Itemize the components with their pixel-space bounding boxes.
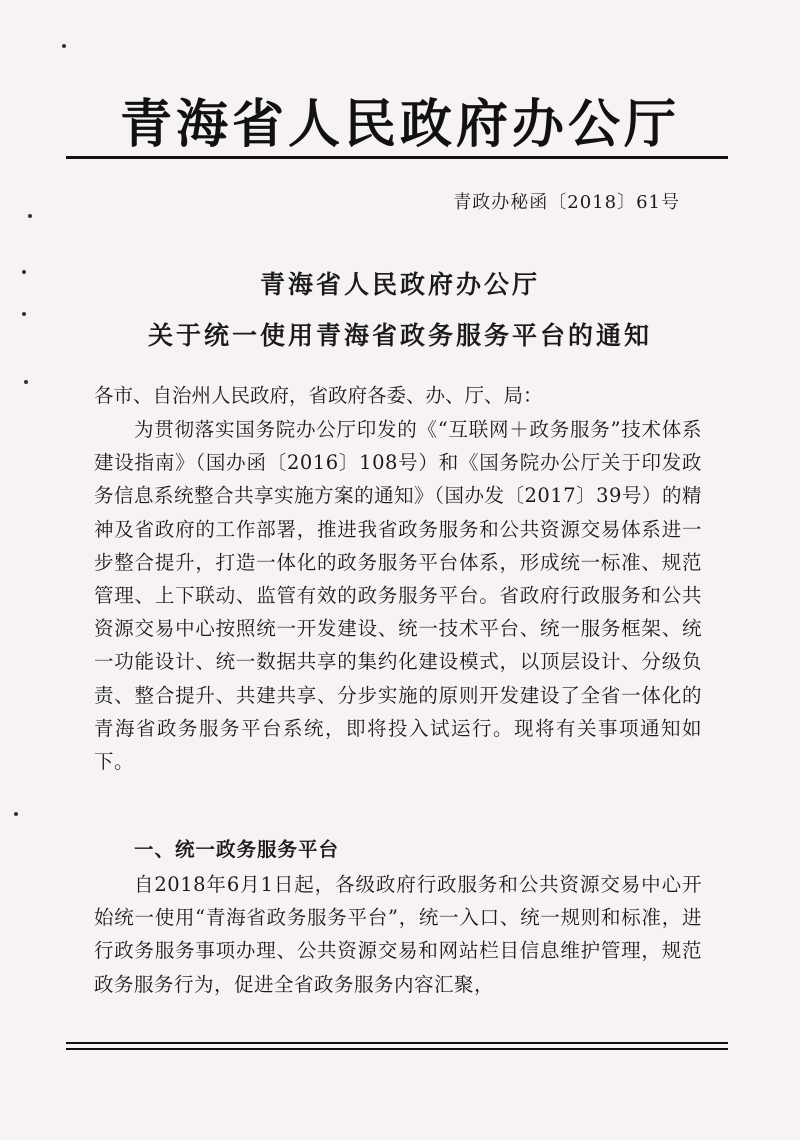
issuing-authority-header: 青海省人民政府办公厅	[119, 95, 680, 155]
footer-divider-bottom	[66, 1048, 728, 1050]
scan-speck	[28, 214, 32, 218]
document-number: 青政办秘函〔2018〕61号	[453, 192, 680, 213]
header-divider	[66, 156, 728, 159]
section-1-heading: 一、统一政务服务平台	[134, 838, 340, 861]
document-title-line-1: 青海省人民政府办公厅	[259, 270, 540, 299]
document-title-line-2: 关于统一使用青海省政务服务平台的通知	[147, 321, 652, 350]
paragraph-1: 为贯彻落实国务院办公厅印发的《“互联网＋政务服务”技术体系建设指南》（国办函〔2016〕108号）和《国务院办公厅关于印发政务信息系统整合共享实施方案的通知》（国办发〔2017〕39号）的精神及省政府的工作部署，推进我省政务服务和公共资源交易体系进一步整合提升，打造一体化的政务服务平台体系，形成统一标准、规范管理、上下联动、监管有效的政务服务平台。省政府行政服务和公共资源交易中心按照统一开发建设、统一技术平台、统一服务框架、统一功能设计、统一数据共享的集约化建设模式，以顶层设计、分级负责、整合提升、共建共享、分步实施的原则开发建设了全省一体化的青海省政务服务平台系统，即将投入试运行。现将有关事项通知如下。	[94, 418, 702, 774]
footer-divider-top	[66, 1042, 728, 1044]
salutation: 各市、自治州人民政府，省政府各委、办、厅、局：	[94, 384, 543, 407]
scan-speck	[24, 380, 28, 384]
scan-speck	[14, 812, 18, 816]
scan-speck	[62, 44, 66, 48]
paragraph-2: 自2018年6月1日起，各级政府行政服务和公共资源交易中心开始统一使用“青海省政务服务平台”，统一入口、统一规则和标准，进行政务服务事项办理、公共资源交易和网站栏目信息维护管理，规范政务服务行为，促进全省政务服务内容汇聚，	[94, 873, 702, 996]
